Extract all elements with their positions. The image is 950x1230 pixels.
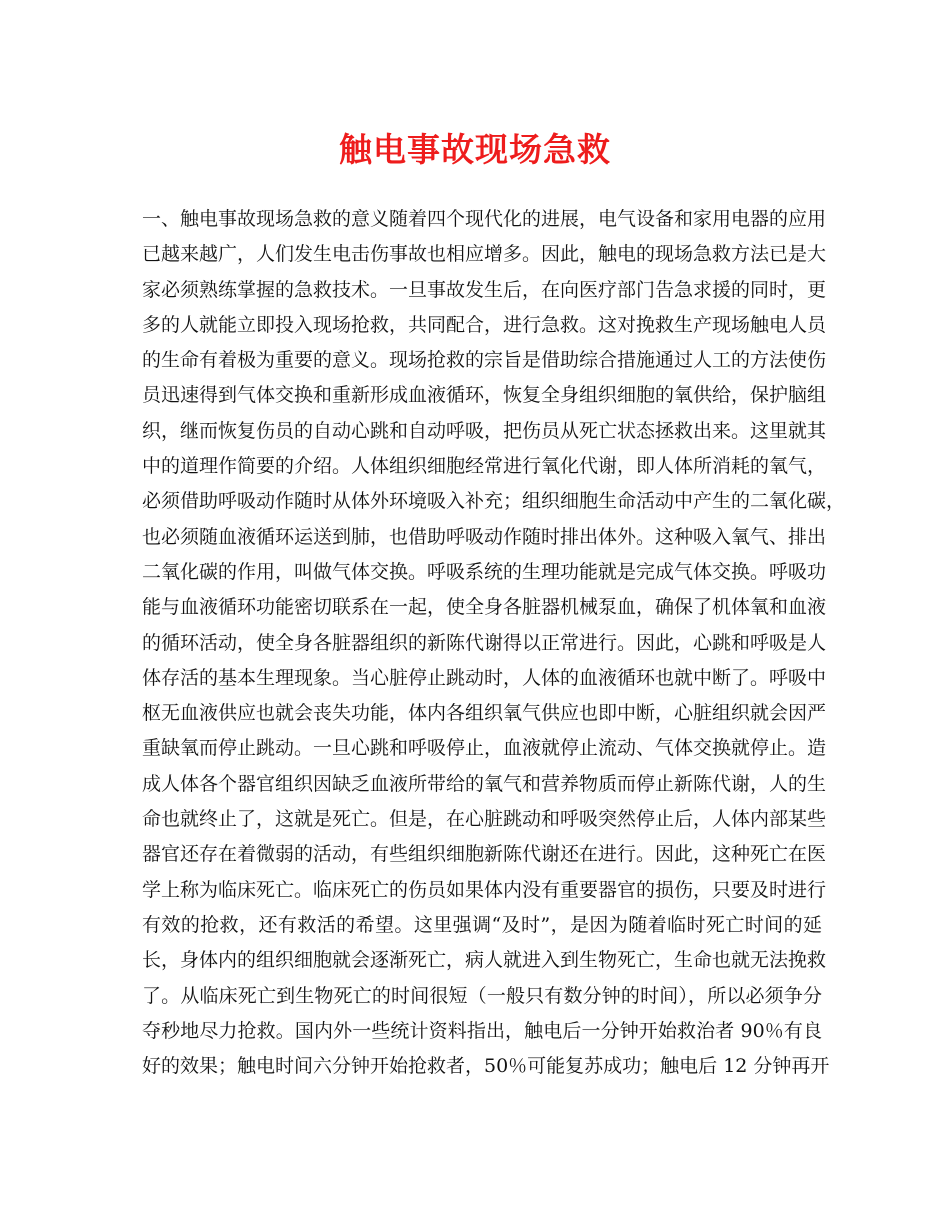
text-line: 中的道理作简要的介绍。人体组织细胞经常进行氧化代谢，即人体所消耗的氧气， bbox=[142, 455, 827, 478]
text-line: 二氧化碳的作用，叫做气体交换。呼吸系统的生理功能就是完成气体交换。呼吸功 bbox=[142, 560, 827, 583]
text-line: 了。从临床死亡到生物死亡的时间很短（一般只有数分钟的时间），所以必须争分 bbox=[142, 984, 822, 1007]
text-line: 必须借助呼吸动作随时从体外环境吸入补充；组织细胞生命活动中产生的二氧化碳， bbox=[142, 490, 846, 513]
text-line: 家必须熟练掌握的急救技术。一旦事故发生后，在向医疗部门告急求援的同时，更 bbox=[142, 278, 827, 301]
text-line: 长，身体内的组织细胞就会逐渐死亡，病人就进入到生物死亡，生命也就无法挽救 bbox=[142, 949, 827, 972]
text-line: 命也就终止了，这就是死亡。但是，在心脏跳动和呼吸突然停止后，人体内部某些 bbox=[142, 808, 827, 831]
text-line: 的循环活动，使全身各脏器组织的新陈代谢得以正常进行。因此，心跳和呼吸是人 bbox=[142, 631, 827, 654]
text-line: 一、触电事故现场急救的意义随着四个现代化的进展，电气设备和家用电器的应用 bbox=[142, 208, 827, 230]
body-paragraph bbox=[142, 202, 846, 1084]
text-line: 也必须随血液循环运送到肺，也借助呼吸动作随时排出体外。这种吸入氧气、排出 bbox=[142, 525, 827, 548]
text-line: 重缺氧而停止跳动。一旦心跳和呼吸停止，血液就停止流动、气体交换就停止。造 bbox=[142, 737, 827, 760]
text-line: 体存活的基本生理现象。当心脏停止跳动时，人体的血液循环也就中断了。呼吸中 bbox=[142, 666, 827, 689]
text-line: 好的效果；触电时间六分钟开始抢救者，50％可能复苏成功；触电后 12 分钟再开 bbox=[142, 1055, 830, 1078]
text-line: 学上称为临床死亡。临床死亡的伤员如果体内没有重要器官的损伤，只要及时进行 bbox=[142, 878, 827, 901]
text-line: 能与血液循环功能密切联系在一起，使全身各脏器机械泵血，确保了机体氧和血液 bbox=[142, 596, 827, 619]
text-line: 的生命有着极为重要的意义。现场抢救的宗旨是借助综合措施通过人工的方法使伤 bbox=[142, 349, 827, 372]
document-title: 触电事故现场急救 bbox=[339, 130, 611, 169]
text-line: 多的人就能立即投入现场抢救，共同配合，进行急救。这对挽救生产现场触电人员 bbox=[142, 313, 827, 336]
text-line: 夺秒地尽力抢救。国内外一些统计资料指出，触电后一分钟开始救治者 90％有良 bbox=[142, 1019, 822, 1042]
text-line: 枢无血液供应也就会丧失功能，体内各组织氧气供应也即中断，心脏组织就会因严 bbox=[142, 702, 827, 725]
text-line: 成人体各个器官组织因缺乏血液所带给的氧气和营养物质而停止新陈代谢，人的生 bbox=[142, 772, 827, 795]
text-line: 员迅速得到气体交换和重新形成血液循环，恢复全身组织细胞的氧供给，保护脑组 bbox=[142, 384, 827, 407]
text-line: 已越来越广，人们发生电击伤事故也相应增多。因此，触电的现场急救方法已是大 bbox=[142, 243, 827, 266]
text-line: 织，继而恢复伤员的自动心跳和自动呼吸，把伤员从死亡状态拯救出来。这里就其 bbox=[142, 419, 827, 442]
text-line: 器官还存在着微弱的活动，有些组织细胞新陈代谢还在进行。因此，这种死亡在医 bbox=[142, 843, 827, 866]
text-line: 有效的抢救，还有救活的希望。这里强调“及时”，是因为随着临时死亡时间的延 bbox=[142, 913, 822, 936]
